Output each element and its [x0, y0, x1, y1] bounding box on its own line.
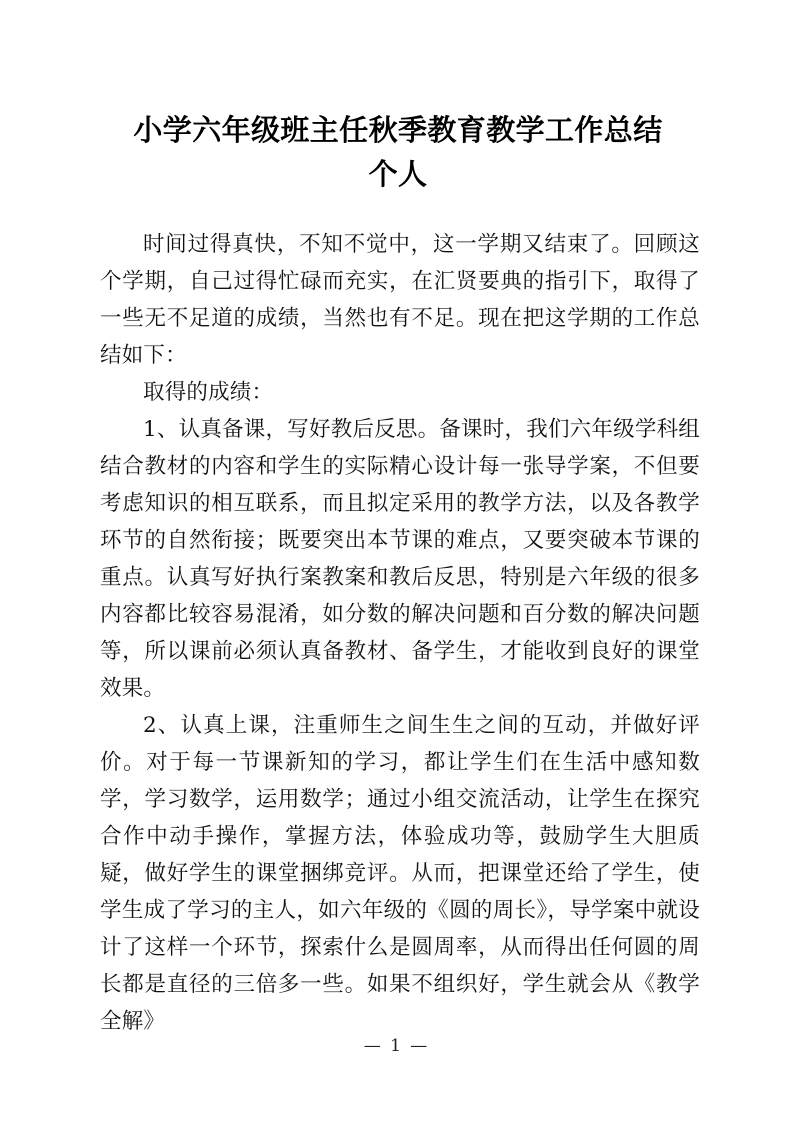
body-paragraph: 时间过得真快，不知不觉中，这一学期又结束了。回顾这个学期，自己过得忙碌而充实，在汇贤要典的指引下，取得了一些无不足道的成绩，当然也有不足。现在把这学期的工作总结如下：	[100, 232, 700, 368]
page-title-line-1: 小学六年级班主任秋季教育教学工作总结	[133, 113, 663, 147]
page-title-line-2: 个人	[368, 157, 428, 191]
body-paragraph: 2、认真上课，注重师生之间生生之间的互动，并做好评价。对于每一节课新知的学习，都让学生们在生活中感知数学，学习数学，运用数学；通过小组交流活动，让学生在探究合作中动手操作，掌握方法，体验成功等，鼓励学生大胆质疑，做好学生的课堂捆绑竞评。从而，把课堂还给了学生，使学生成了学习的主人，如六年级的《圆的周长》，导学案中就设计了这样一个环节，探索什么是圆周率，从而得出任何圆的周长都是直径的三倍多一些。如果不组织好，学生就会从《教学全解》	[100, 713, 700, 1034]
page-number-footer: — 1 —	[363, 1036, 430, 1056]
page-title	[98, 108, 698, 196]
document-body	[100, 226, 700, 1040]
body-paragraph: 取得的成绩：	[143, 380, 274, 405]
body-paragraph: 1、认真备课，写好教后反思。备课时，我们六年级学科组结合教材的内容和学生的实际精心设计每一张导学案，不但要考虑知识的相互联系，而且拟定采用的教学方法，以及各教学环节的自然衔接；既要突出本节课的难点，又要突破本节课的重点。认真写好执行案教案和教后反思，特别是六年级的很多内容都比较容易混淆，如分数的解决问题和百分数的解决问题等，所以课前必须认真备教材、备学生，才能收到良好的课堂效果。	[100, 417, 700, 701]
